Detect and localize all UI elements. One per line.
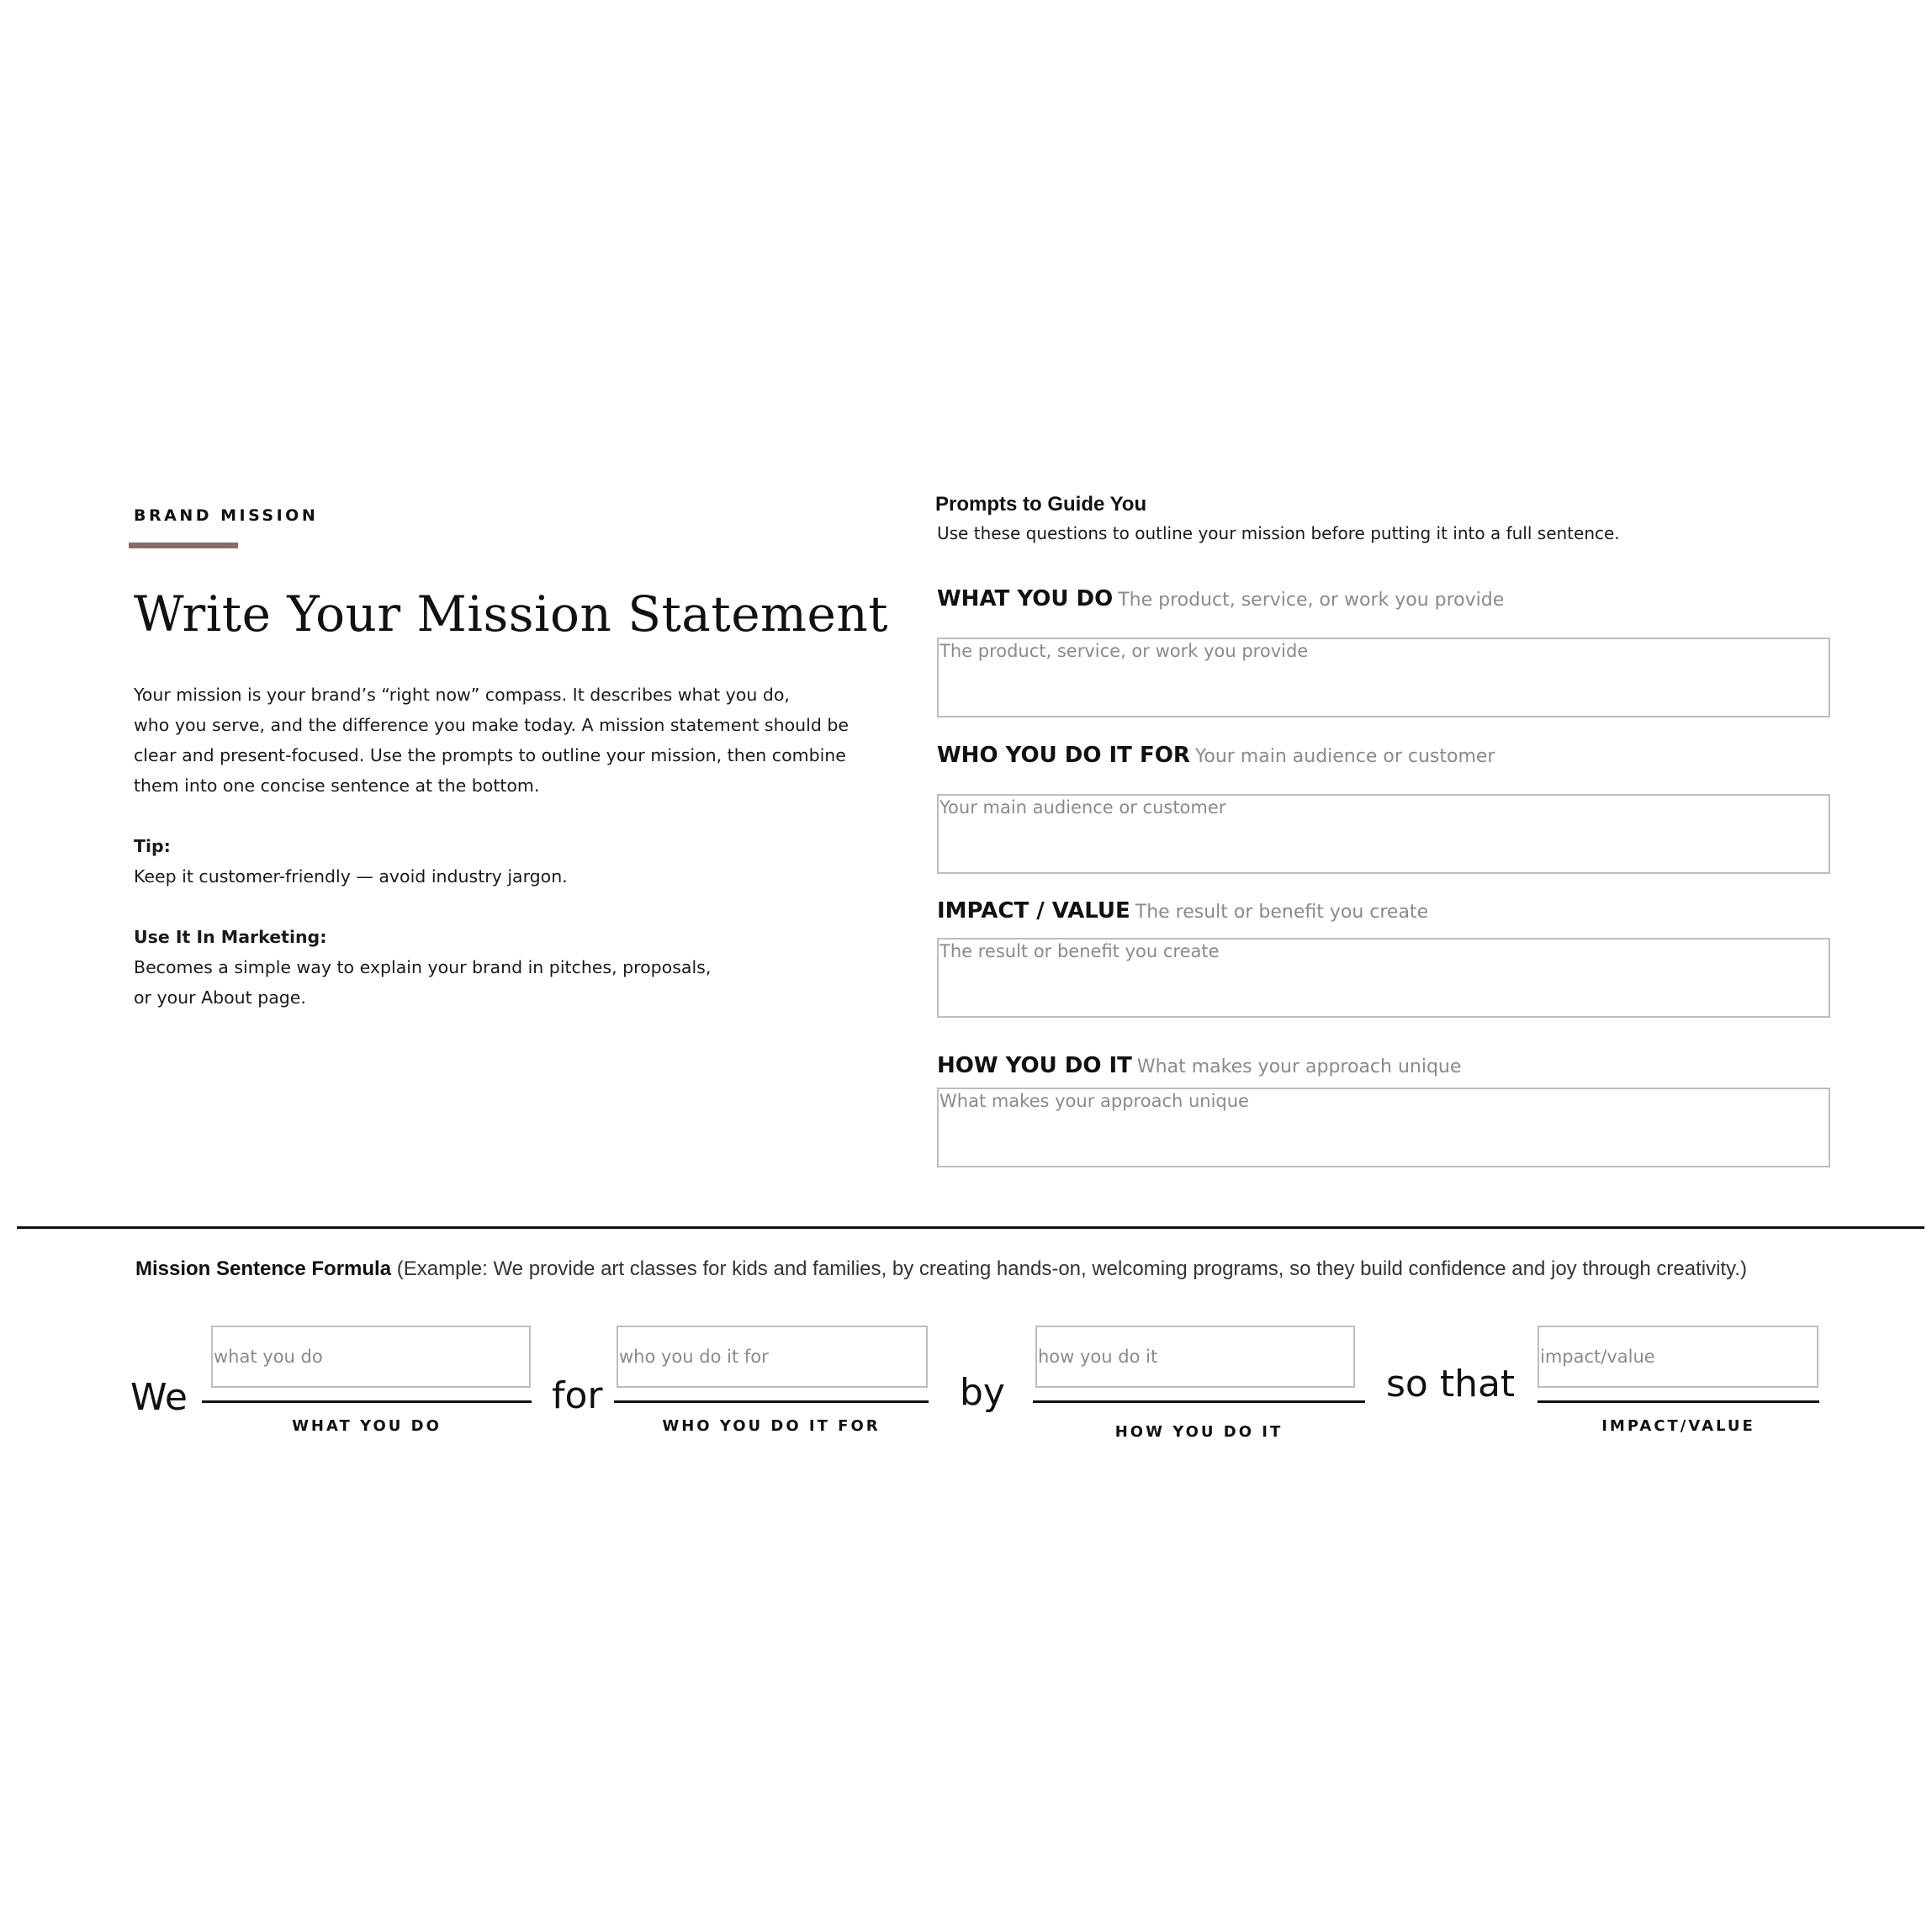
formula-example: (Example: We provide art classes for kids and families, by creating hands-on, welcoming programs, so they build confidence and joy through creativity.) [396,1257,1747,1280]
intro-line: clear and present-focused. Use the prompts to outline your mission, then combine [134,745,846,765]
prompt-key: WHAT YOU DO [937,586,1114,611]
prompt-hint: The result or benefit you create [1135,902,1429,923]
prompt-key: IMPACT / VALUE [937,898,1130,924]
blank-line [614,1400,929,1403]
how-you-do-it-input[interactable] [937,1088,1830,1167]
formula-lead: Mission Sentence Formula [135,1257,392,1280]
eyebrow-accent-bar [129,543,238,548]
intro-line: who you serve, and the difference you make today. A mission statement should be [134,715,849,735]
tip-text: Keep it customer-friendly — avoid industry jargon. [134,866,568,887]
intro-line: Your mission is your brand’s “right now” compass. It describes what you do, [134,685,790,705]
prompt-label-who [937,743,1495,768]
prompt-key: WHO YOU DO IT FOR [937,743,1190,768]
formula-word-by: by [960,1371,1005,1414]
prompts-title: Prompts to Guide You [935,493,1147,516]
formula-caption: IMPACT/VALUE [1601,1417,1755,1435]
intro-text [134,680,874,1013]
formula-caption: WHO YOU DO IT FOR [662,1417,881,1435]
formula-heading [135,1257,1747,1281]
prompt-label-impact [937,898,1428,924]
prompt-label-what [937,586,1504,611]
formula-who-input[interactable] [617,1326,928,1388]
intro-line: them into one concise sentence at the bottom. [134,775,540,796]
what-you-do-input[interactable] [937,638,1830,717]
formula-impact-input[interactable] [1538,1326,1818,1388]
formula-caption: HOW YOU DO IT [1114,1423,1284,1441]
marketing-line: or your About page. [134,987,306,1008]
marketing-line: Becomes a simple way to explain your brand in pitches, proposals, [134,957,712,977]
prompt-hint: What makes your approach unique [1136,1056,1462,1077]
formula-caption: WHAT YOU DO [292,1417,442,1435]
blank-line [1033,1400,1365,1403]
formula-word-we: We [130,1376,188,1419]
prompt-label-how [937,1053,1461,1078]
blank-line [202,1400,532,1403]
formula-word-for: for [552,1374,603,1417]
section-divider [17,1226,1924,1229]
formula-what-input[interactable] [211,1326,531,1388]
prompt-key: HOW YOU DO IT [937,1053,1132,1078]
prompt-hint: Your main audience or customer [1194,746,1495,767]
prompts-subtitle: Use these questions to outline your mission before putting it into a full sentence. [937,523,1620,543]
section-eyebrow: BRAND MISSION [134,506,319,525]
marketing-label: Use It In Marketing: [134,927,327,947]
prompt-hint: The product, service, or work you provide [1118,590,1505,611]
impact-value-input[interactable] [937,938,1830,1018]
who-you-do-it-for-input[interactable] [937,794,1830,874]
formula-word-so-that: so that [1386,1363,1516,1405]
formula-how-input[interactable] [1035,1326,1355,1388]
page-title: Write Your Mission Statement [134,585,888,643]
tip-label: Tip: [134,836,171,856]
blank-line [1538,1400,1819,1403]
